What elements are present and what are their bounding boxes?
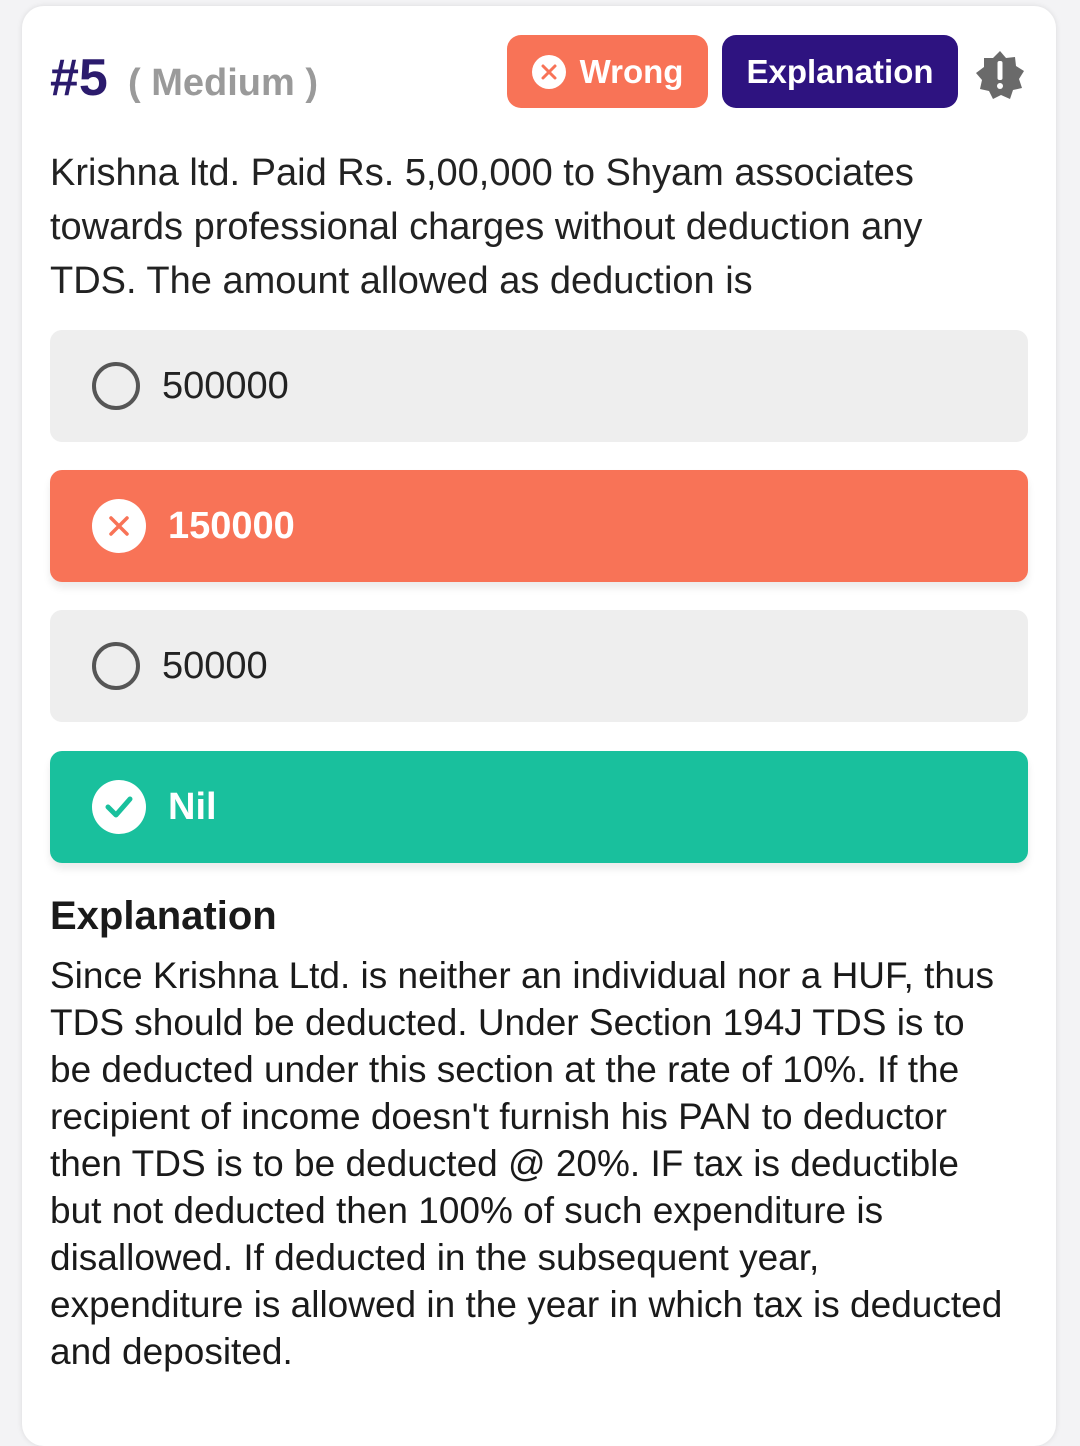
explanation-button[interactable]: Explanation [722, 35, 958, 108]
option-150000-wrong[interactable] [50, 470, 1028, 582]
close-circle-icon [92, 499, 146, 553]
explanation-text: Since Krishna Ltd. is neither an individual nor a HUF, thus TDS should be deducted. Under Section 194J TDS is to be deducted under this section at the rate of 10%. If the recipient of income doesn't furnish his PAN to deductor then TDS is to be deducted @ 20%. IF tax is deductible but not deducted then 100% of such expenditure is disallowed. If deducted in the subsequent year, expenditure is allowed in the year in which tax is deducted and deposited. [50, 955, 1003, 1372]
wrong-status-badge [507, 35, 708, 108]
option-nil-correct[interactable] [50, 751, 1028, 863]
option-label: 50000 [162, 644, 268, 687]
option-label: 150000 [168, 504, 295, 547]
radio-empty-icon [92, 362, 140, 410]
radio-empty-icon [92, 642, 140, 690]
option-label: Nil [168, 785, 217, 828]
close-circle-icon [532, 55, 566, 89]
question-card [22, 6, 1056, 1446]
explanation-title: Explanation [50, 894, 277, 938]
question-text: Krishna ltd. Paid Rs. 5,00,000 to Shyam associates towards professional charges without deduction any TDS. The amount allowed as deduction is [50, 152, 923, 302]
option-label: 500000 [162, 364, 289, 407]
question-number: #5 [50, 49, 108, 107]
option-500000[interactable] [50, 330, 1028, 442]
option-50000[interactable] [50, 610, 1028, 722]
check-circle-icon [92, 780, 146, 834]
alert-badge-icon[interactable] [975, 50, 1025, 100]
difficulty-label: ( Medium ) [128, 62, 318, 104]
status-label: Wrong [579, 52, 684, 90]
